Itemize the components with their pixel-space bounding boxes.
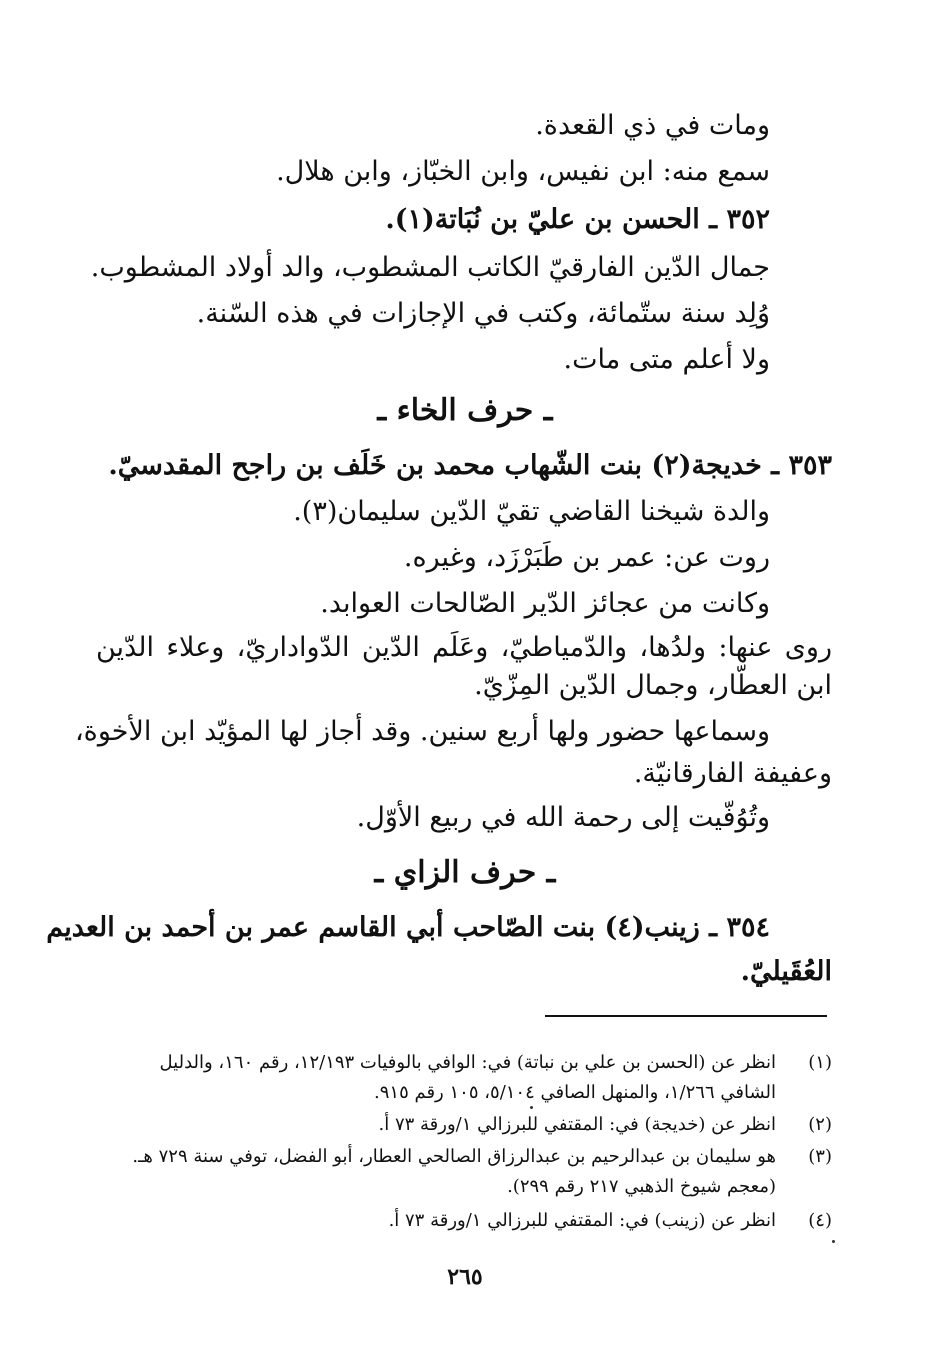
text-line: جمال الدّين الفارقيّ الكاتب المشطوب، والد أولاد المشطوب. [90, 252, 770, 283]
entry-heading-352: ٣٥٢ ـ الحسن بن عليّ بن نُبَاتة(١). [385, 204, 770, 235]
text-line: وُلِد سنة ستّمائة، وكتب في الإجازات في هذه السّنة. [196, 298, 770, 329]
text-line: ولا أعلم متى مات. [563, 344, 770, 375]
footnote-2 [92, 1110, 832, 1140]
section-heading-kha: ـ حرف الخاء ـ [377, 393, 553, 428]
scan-speck [832, 1240, 835, 1243]
footnote-text: انظر عن (زينب) في: المقتفي للبرزالي ١/ورقة ٧٣ أ. [388, 1210, 776, 1231]
text-line: ومات في ذي القعدة. [535, 110, 770, 141]
entry-heading-353: ٣٥٣ ـ خديجة(٢) بنت الشّهاب محمد بن خَلَف بن راجح المقدسيّ. [108, 450, 832, 481]
text-line: وتُوُفّيت إلى رحمة الله في ربيع الأوّل. [356, 802, 770, 833]
scan-speck [530, 1106, 533, 1109]
page-number: ٢٦٥ [447, 1264, 483, 1290]
footnote-text-continued: (معجم شيوخ الذهبي ٢١٧ رقم ٢٩٩). [507, 1176, 776, 1197]
footnote-divider [545, 1015, 827, 1017]
text-line: وكانت من عجائز الدّير الصّالحات العوابد. [320, 588, 770, 619]
entry-heading-354: ٣٥٤ ـ زينب(٤) بنت الصّاحب أبي القاسم عمر بن أحمد بن العديم [46, 912, 770, 943]
footnote-4 [92, 1206, 832, 1236]
footnote-text: هو سليمان بن عبدالرحيم بن عبدالرزاق الصالحي العطار، أبو الفضل، توفي سنة ٧٢٩ هـ. [132, 1146, 776, 1167]
text-line: العُقَيليّ. [740, 956, 832, 987]
footnote-number: (٤) [808, 1210, 832, 1231]
text-line: سمع منه: ابن نفيس، وابن الخبّاز، وابن هلال. [276, 156, 770, 187]
footnote-text: انظر عن (خديجة) في: المقتفي للبرزالي ١/ورقة ٧٣ أ. [378, 1114, 776, 1135]
footnote-text: انظر عن (الحسن بن علي بن نباتة) في: الوافي بالوفيات ١٢/١٩٣، رقم ١٦٠، والدليل [159, 1052, 776, 1073]
text-line: روت عن: عمر بن طَبَرْزَد، وغيره. [403, 542, 770, 573]
footnote-1 [92, 1048, 832, 1108]
text-line: وعفيفة الفارقانيّة. [633, 758, 832, 789]
text-line: روى عنها: ولدُها، والدّمياطيّ، وعَلَم الدّين الدّواداريّ، وعلاء الدّين [96, 632, 832, 663]
text-line: والدة شيخنا القاضي تقيّ الدّين سليمان(٣). [293, 496, 770, 527]
footnote-number: (٣) [808, 1146, 832, 1167]
footnote-3 [92, 1142, 832, 1202]
footnote-text-continued: الشافي ١/٢٦٦، والمنهل الصافي ٥/١٠٤، ١٠٥ رقم ٩١٥. [374, 1082, 776, 1103]
footnote-number: (٢) [808, 1114, 832, 1135]
section-heading-zay: ـ حرف الزاي ـ [374, 855, 556, 890]
footnote-number: (١) [808, 1052, 832, 1073]
text-line: وسماعها حضور ولها أربع سنين. وقد أجاز لها المؤيّد ابن الأخوة، [74, 716, 770, 747]
text-line: ابن العطّار، وجمال الدّين المِزّيّ. [474, 670, 832, 701]
